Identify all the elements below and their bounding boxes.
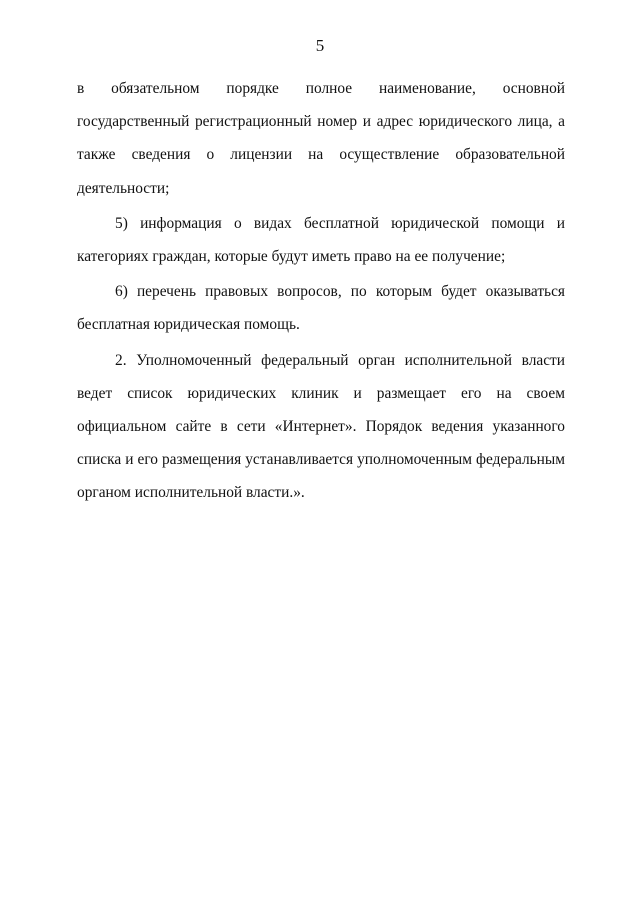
page-number: 5 (315, 36, 325, 55)
paragraph-continuation: в обязательном порядке полное наименование, основной государственный регистрационный номер и адрес юридического лица, а также сведения о лицензии на осуществление образовательной деятельности; (77, 80, 565, 197)
paragraph-item-5: 5) информация о видах бесплатной юридической помощи и категориях граждан, которые будут иметь право на ее получение; (77, 214, 565, 266)
document-body (77, 72, 565, 510)
paragraph-item-6: 6) перечень правовых вопросов, по которым будет оказываться бесплатная юридическая помощь. (77, 283, 565, 334)
paragraph-section-2: 2. Уполномоченный федеральный орган исполнительной власти ведет список юридических клиник и размещает его на своем официальном сайте в сети «Интернет». Порядок ведения указанного списка и его размещения устанавливается уполномоченным федеральным органом исполнительной власти.». (77, 351, 565, 502)
